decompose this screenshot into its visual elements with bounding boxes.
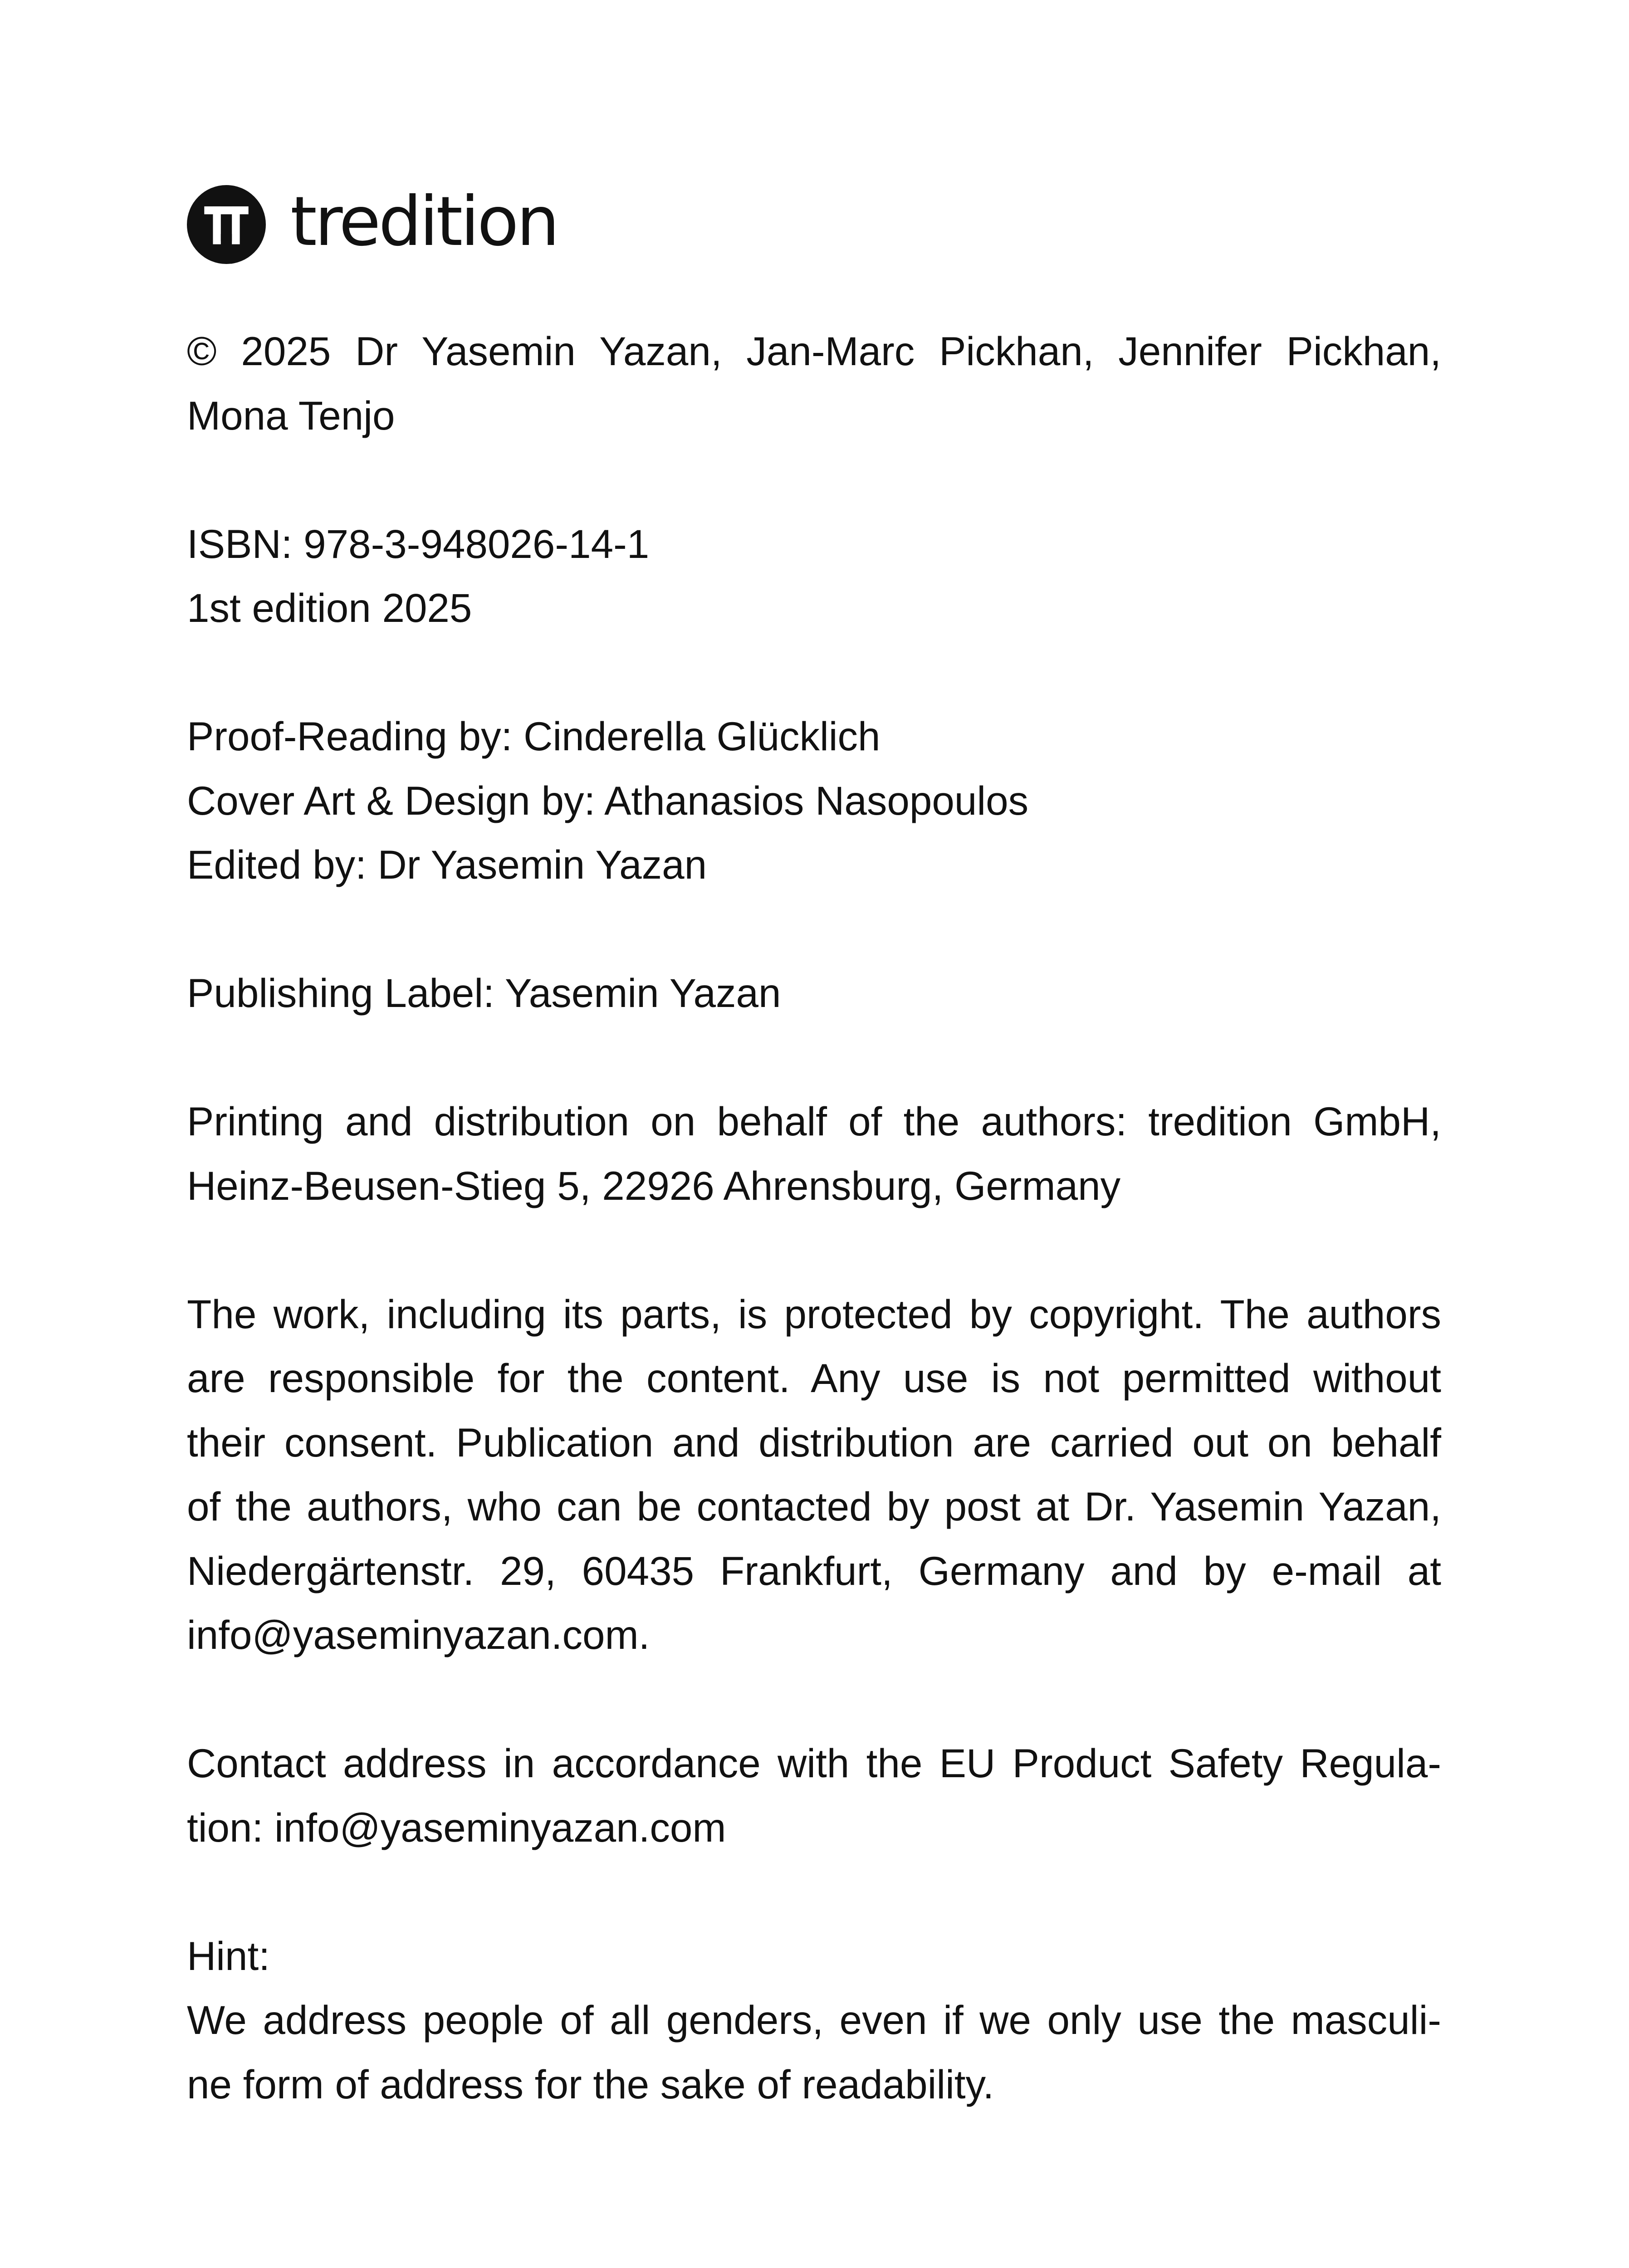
proof-reading-credit: Proof-Reading by: Cinderella Glücklich: [187, 714, 881, 759]
notice-line: Niedergärtenstr. 29, 60435 Frankfurt, Germany and by e-mail at: [187, 1548, 1441, 1593]
eu-contact-line: Contact address in accordance with the EU Product Safety Regula-: [187, 1740, 1441, 1786]
printing-line: Heinz-Beusen-Stieg 5, 22926 Ahrensburg, Germany: [187, 1163, 1121, 1208]
notice-line: of the authors, who can be contacted by post at Dr. Yasemin Yazan,: [187, 1484, 1441, 1529]
isbn-block: [187, 512, 1441, 640]
publisher-logo: [187, 184, 558, 265]
credits-block: [187, 704, 1441, 897]
eu-contact-line: tion: info@yaseminyazan.com: [187, 1804, 726, 1850]
hint-block: [187, 1924, 1441, 2117]
isbn: ISBN: 978-3-948026-14-1: [187, 521, 650, 567]
hint-heading: Hint:: [187, 1933, 270, 1979]
cover-design-credit: Cover Art & Design by: Athanasios Nasopoulos: [187, 777, 1029, 823]
notice-line: The work, including its parts, is protected by copyright. The authors: [187, 1291, 1441, 1337]
editor-credit: Edited by: Dr Yasemin Yazan: [187, 842, 707, 887]
imprint-text: [187, 319, 1441, 2181]
copyright-line: © 2025 Dr Yasemin Yazan, Jan-Marc Pickhan, Jennifer Pickhan,: [187, 328, 1441, 374]
copyright-line: Mona Tenjo: [187, 392, 395, 438]
publishing-label: Publishing Label: Yasemin Yazan: [187, 970, 781, 1016]
edition: 1st edition 2025: [187, 585, 472, 631]
copyright-block: [187, 319, 1441, 448]
notice-line: are responsible for the content. Any use is not permitted without: [187, 1355, 1441, 1401]
copyright-notice-block: [187, 1282, 1441, 1667]
notice-line: their consent. Publication and distribution are carried out on behalf: [187, 1419, 1441, 1465]
printing-block: [187, 1090, 1441, 1218]
publishing-label-block: [187, 961, 1441, 1026]
notice-line: info@yaseminyazan.com.: [187, 1612, 650, 1657]
publisher-wordmark: tredition: [290, 182, 558, 261]
eu-contact-block: [187, 1731, 1441, 1860]
tredition-logo-icon: [187, 185, 266, 264]
hint-line: We address people of all genders, even if we only use the masculi-: [187, 1997, 1441, 2043]
hint-line: ne form of address for the sake of readability.: [187, 2061, 994, 2107]
printing-line: Printing and distribution on behalf of the authors: tredition GmbH,: [187, 1099, 1441, 1144]
